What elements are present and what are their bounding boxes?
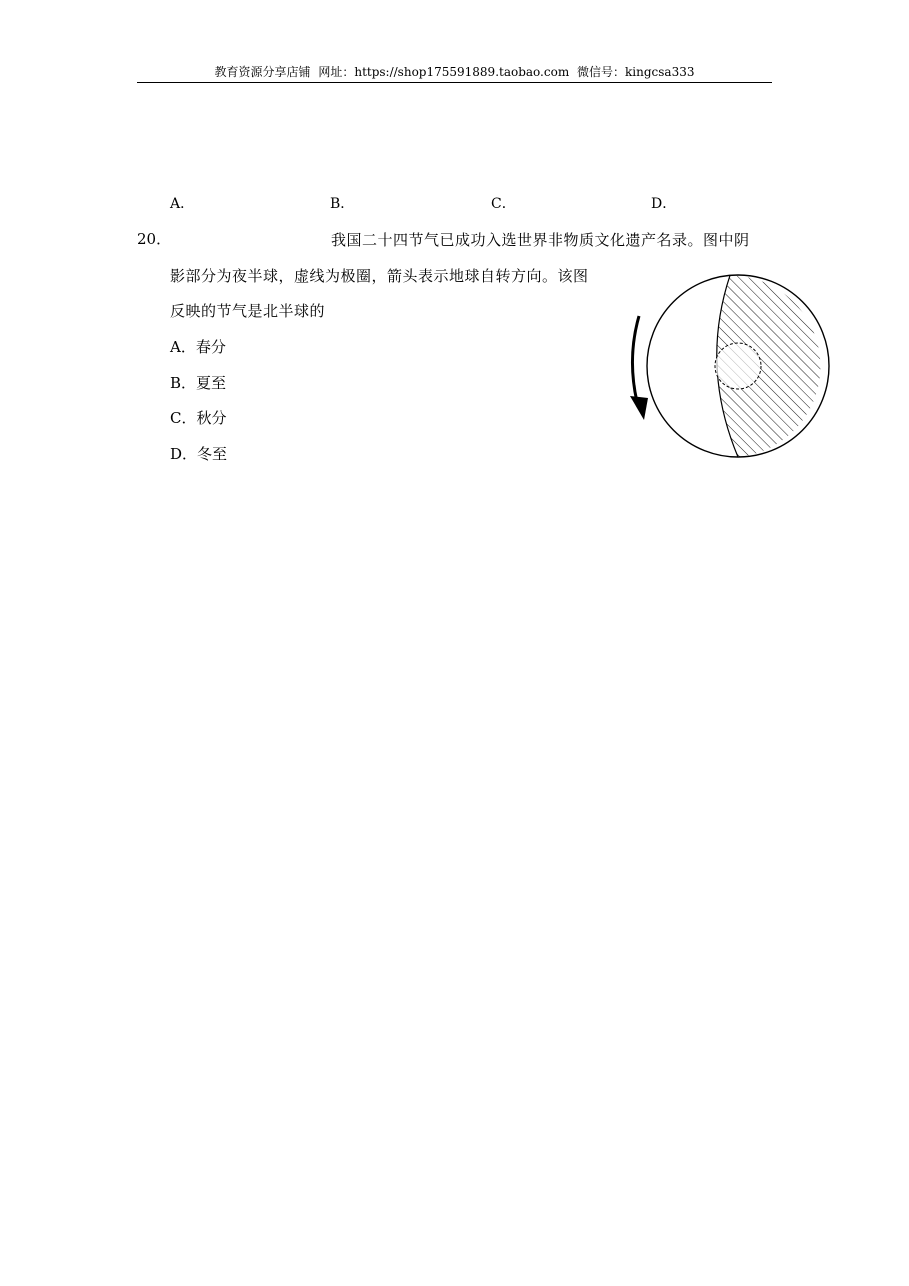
- question-stem-line1: 我国二十四节气已成功入选世界非物质文化遗产名录。图中阴: [331, 231, 750, 249]
- question-number: 20．: [137, 230, 172, 248]
- polar-circle: [715, 343, 761, 389]
- option-c-label: C．: [491, 196, 516, 212]
- option-text: 春分: [195, 338, 226, 356]
- option-a-label: A．: [170, 196, 195, 212]
- answer-option-a[interactable]: [170, 336, 226, 357]
- option-b-label: B．: [330, 196, 355, 212]
- option-text: 冬至: [197, 445, 228, 463]
- question-stem-line2: 影部分为夜半球，虚线为极圈，箭头表示地球自转方向。该图: [170, 267, 589, 285]
- header-url: 网址：https://shop175591889.taobao.com: [318, 65, 570, 79]
- arrow-head-icon: [630, 396, 648, 420]
- answer-option-d[interactable]: [170, 443, 227, 464]
- page-header: [137, 62, 772, 83]
- option-label: D．: [170, 445, 198, 463]
- rotation-arrow: [632, 316, 639, 402]
- header-shop: 教育资源分享店铺: [214, 65, 311, 79]
- answer-option-b[interactable]: [170, 372, 226, 393]
- previous-question-options: [0, 193, 909, 213]
- header-wechat: 微信号：kingcsa333: [577, 65, 695, 79]
- question-stem-line3: 反映的节气是北半球的: [170, 302, 326, 320]
- option-text: 夏至: [196, 374, 227, 392]
- option-d-label: D．: [651, 196, 677, 212]
- earth-illumination-diagram: [620, 268, 840, 468]
- answer-option-c[interactable]: [170, 407, 227, 428]
- option-label: C．: [170, 409, 197, 427]
- option-text: 秋分: [196, 409, 227, 427]
- option-label: B．: [170, 374, 197, 392]
- option-label: A．: [170, 338, 196, 356]
